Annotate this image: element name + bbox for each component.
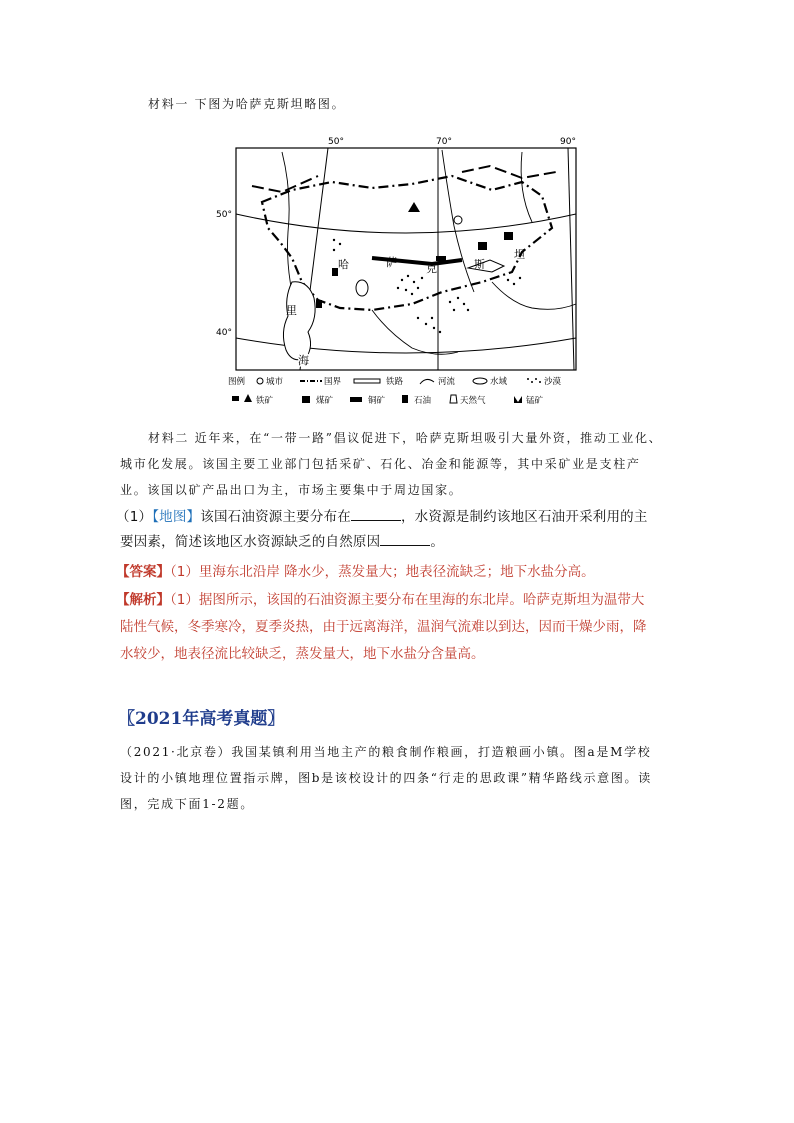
question-line-1 bbox=[116, 506, 648, 528]
legend-manganese: 锰矿 bbox=[526, 396, 544, 406]
city-marker bbox=[454, 216, 462, 224]
legend-desert: 沙漠 bbox=[544, 377, 562, 387]
lon-label-70: 70° bbox=[436, 137, 452, 147]
material1-heading: 材料一 下图为哈萨克斯坦略图。 bbox=[148, 97, 346, 111]
exam-line-1: （2021·北京卷）我国某镇利用当地主产的粮食制作粮画，打造粮画小镇。图a是M学校 bbox=[120, 745, 652, 759]
material2-line-3: 业。该国以矿产品出口为主，市场主要集中于周边国家。 bbox=[120, 483, 463, 497]
legend-railway: 铁路 bbox=[386, 377, 404, 387]
map-char-ke: 克 bbox=[426, 262, 437, 275]
analysis-line-3: 水较少，地表径流比较缺乏，蒸发量大，地下水盐分含量高。 bbox=[120, 646, 485, 662]
analysis-text-1: （1）据图所示，该国的石油资源主要分布在里海的东北岸。哈萨克斯坦为温带大 bbox=[170, 592, 645, 608]
map-char-si: 斯 bbox=[474, 258, 485, 271]
answer-line bbox=[116, 561, 595, 583]
kazakhstan-map bbox=[216, 132, 584, 410]
question-text-a: 该国石油资源主要分布在 bbox=[200, 509, 351, 525]
analysis-tag: 【解析】 bbox=[116, 592, 170, 608]
question-line2-end: 。 bbox=[430, 534, 445, 550]
caspian-sea bbox=[283, 282, 315, 360]
legend-water: 水域 bbox=[490, 377, 508, 387]
question-number: （1） bbox=[116, 509, 153, 525]
legend-row-2 bbox=[232, 394, 544, 406]
map-char-sa: 萨 bbox=[386, 256, 397, 269]
question-line-2 bbox=[120, 531, 444, 553]
legend-coal: 煤矿 bbox=[316, 396, 334, 406]
map-char-ha: 哈 bbox=[338, 258, 349, 271]
answer-blank-2 bbox=[380, 533, 430, 546]
lat-label-40: 40° bbox=[216, 328, 232, 338]
aral-sea bbox=[356, 280, 368, 296]
coal-marker-2 bbox=[504, 232, 513, 240]
material2-line-2: 城市化发展。该国主要工业部门包括采矿、石化、冶金和能源等，其中采矿业是支柱产 bbox=[120, 457, 641, 471]
analysis-line-2: 陆性气候，冬季寒冷，夏季炎热，由于远离海洋，温润气流难以到达，因而干燥少雨，降 bbox=[120, 619, 647, 635]
lon-label-50: 50° bbox=[328, 137, 344, 147]
map-char-hai: 海 bbox=[298, 354, 309, 367]
legend-oil: 石油 bbox=[414, 396, 432, 406]
exam-line-3: 图，完成下面1-2题。 bbox=[120, 797, 255, 811]
answer-blank-1 bbox=[351, 508, 401, 521]
legend-row-1 bbox=[228, 376, 562, 387]
oil-marker-2 bbox=[316, 300, 322, 308]
answer-text: （1）里海东北沿岸 降水少，蒸发量大；地表径流缺乏；地下水盐分高。 bbox=[170, 564, 595, 580]
lat-label-50: 50° bbox=[216, 210, 232, 220]
exam-line-2: 设计的小镇地理位置指示牌，图b是该校设计的四条“行走的思政课”精华路线示意图。读 bbox=[120, 771, 652, 785]
map-char-li: 里 bbox=[286, 304, 297, 317]
material2-line-1: 材料二 近年来，在“一带一路”倡议促进下，哈萨克斯坦吸引大量外资，推动工业化、 bbox=[148, 431, 663, 445]
lon-label-90: 90° bbox=[560, 137, 576, 147]
answer-tag: 【答案】 bbox=[116, 564, 170, 580]
question-text-b: ，水资源是制约该地区石油开采利用的主 bbox=[400, 509, 648, 525]
section-title: 〖2021年高考真题〗 bbox=[118, 709, 285, 729]
copper-marker bbox=[436, 256, 446, 261]
legend-border: 国界 bbox=[324, 377, 342, 387]
coal-marker-1 bbox=[478, 242, 487, 250]
legend-prefix: 图例 bbox=[228, 377, 246, 387]
question-line2-text: 要因素，简述该地区水资源缺乏的自然原因 bbox=[120, 534, 381, 550]
question-tag: 【地图】 bbox=[152, 509, 201, 525]
legend-iron: 铁矿 bbox=[256, 396, 274, 406]
legend-copper: 铜矿 bbox=[368, 396, 386, 406]
kazakhstan-map-figure bbox=[216, 132, 584, 410]
legend-river: 河流 bbox=[438, 377, 456, 387]
map-char-tan: 坦 bbox=[514, 248, 525, 261]
analysis-line-1 bbox=[116, 589, 644, 611]
legend-city: 城市 bbox=[266, 377, 284, 387]
legend-gas: 天然气 bbox=[460, 396, 486, 406]
